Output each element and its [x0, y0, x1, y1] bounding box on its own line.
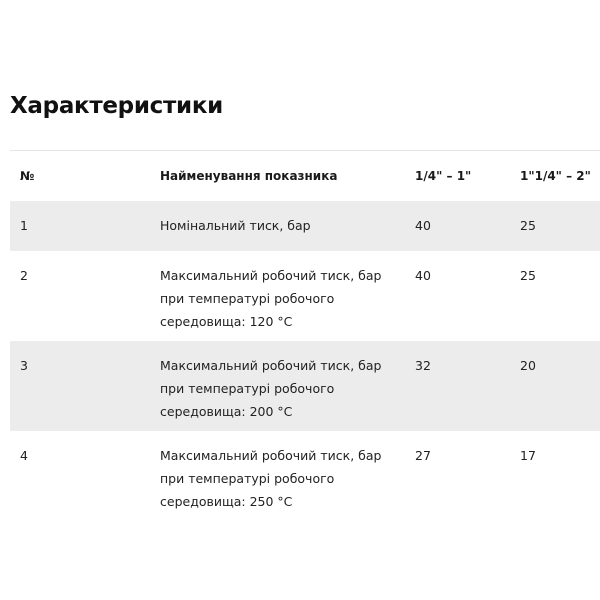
header-number: №	[10, 151, 150, 202]
row-value-size-b: 25	[520, 268, 536, 283]
row-value-size-a: 27	[415, 448, 431, 463]
row-number: 4	[20, 448, 28, 463]
row-indicator-name	[150, 201, 405, 251]
indicator-name-line: при температурі робочого	[160, 381, 335, 396]
page-title: Характеристики	[10, 93, 223, 119]
row-value-size-b: 20	[510, 341, 600, 431]
indicator-name-line: Максимальний робочий тиск, бар	[160, 358, 382, 373]
row-value-size-b: 17	[520, 448, 536, 463]
table-row	[10, 431, 600, 521]
indicator-name-line: середовища: 250 °C	[160, 494, 293, 509]
indicator-name-line: середовища: 120 °C	[160, 314, 293, 329]
header-size-one-quarter-to-two: 1"1/4" – 2"	[510, 151, 600, 202]
indicator-name-line: при температурі робочого	[160, 471, 335, 486]
characteristics-table-container	[10, 150, 600, 521]
row-value-size-a: 40	[415, 268, 431, 283]
row-number: 1	[10, 201, 150, 251]
table-row	[10, 341, 600, 431]
row-value-size-b: 25	[510, 201, 600, 251]
row-number: 3	[10, 341, 150, 431]
table-header-row	[10, 151, 600, 202]
row-indicator-name	[150, 251, 405, 341]
table-row	[10, 201, 600, 251]
indicator-name-line: Номінальний тиск, бар	[160, 218, 311, 233]
indicator-name-line: при температурі робочого	[160, 291, 335, 306]
header-size-quarter-to-one: 1/4" – 1"	[405, 151, 510, 202]
indicator-name-line: Максимальний робочий тиск, бар	[160, 448, 382, 463]
indicator-name-line: середовища: 200 °C	[160, 404, 293, 419]
row-value-size-a: 40	[405, 201, 510, 251]
header-indicator-name: Найменування показника	[150, 151, 405, 202]
indicator-name-line: Максимальний робочий тиск, бар	[160, 268, 382, 283]
row-indicator-name	[150, 431, 405, 521]
characteristics-table	[10, 150, 600, 521]
row-number: 2	[20, 268, 28, 283]
table-row	[10, 251, 600, 341]
row-value-size-a: 32	[405, 341, 510, 431]
row-indicator-name	[150, 341, 405, 431]
